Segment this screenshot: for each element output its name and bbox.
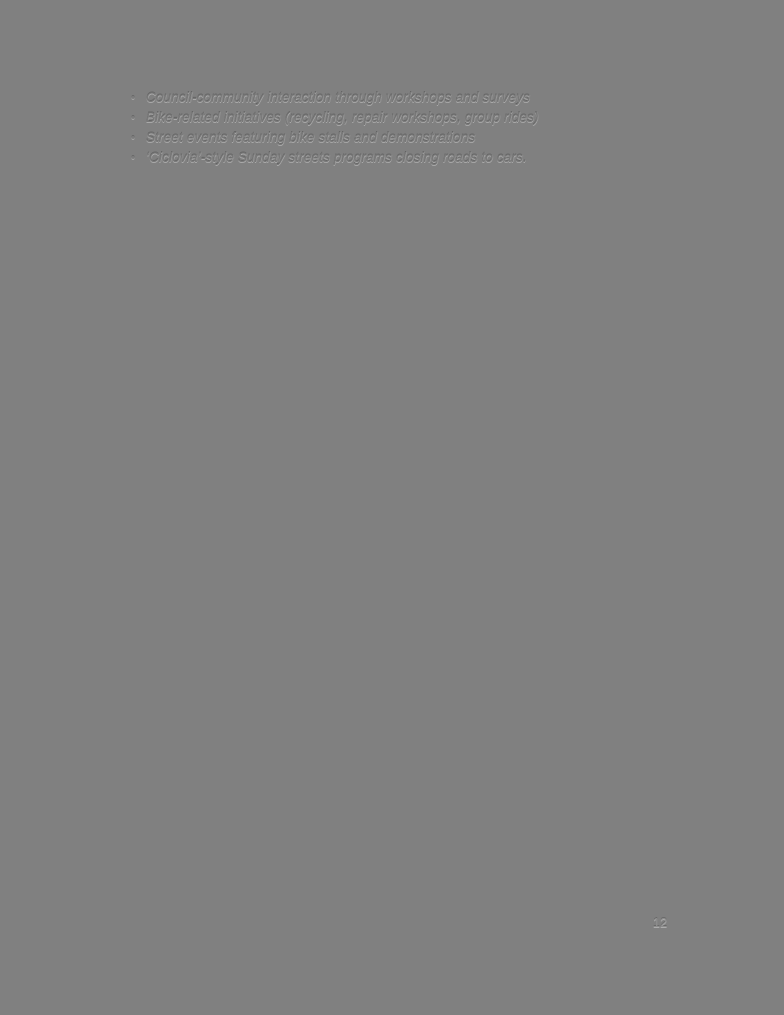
bullet-point-icon: •: [131, 112, 135, 124]
list-item-text: Bike-related initiatives (recycling, repair workshops, group rides): [146, 110, 539, 125]
list-item-text: Council-community interaction through workshops and surveys: [146, 90, 531, 105]
list-item: [120, 108, 539, 128]
bullet-point-icon: •: [131, 132, 135, 144]
list-item: [120, 148, 539, 168]
bullet-point-icon: •: [131, 92, 135, 104]
list-item-text: Street events featuring bike stalls and demonstrations: [146, 130, 476, 145]
list-item-text: ‘Ciclovia’-style Sunday streets programs closing roads to cars.: [146, 150, 527, 165]
list-item: [120, 88, 539, 108]
list-item: [120, 128, 539, 148]
bullet-list: [120, 88, 539, 168]
bullet-point-icon: •: [131, 152, 135, 164]
page-number: 12: [652, 915, 668, 930]
